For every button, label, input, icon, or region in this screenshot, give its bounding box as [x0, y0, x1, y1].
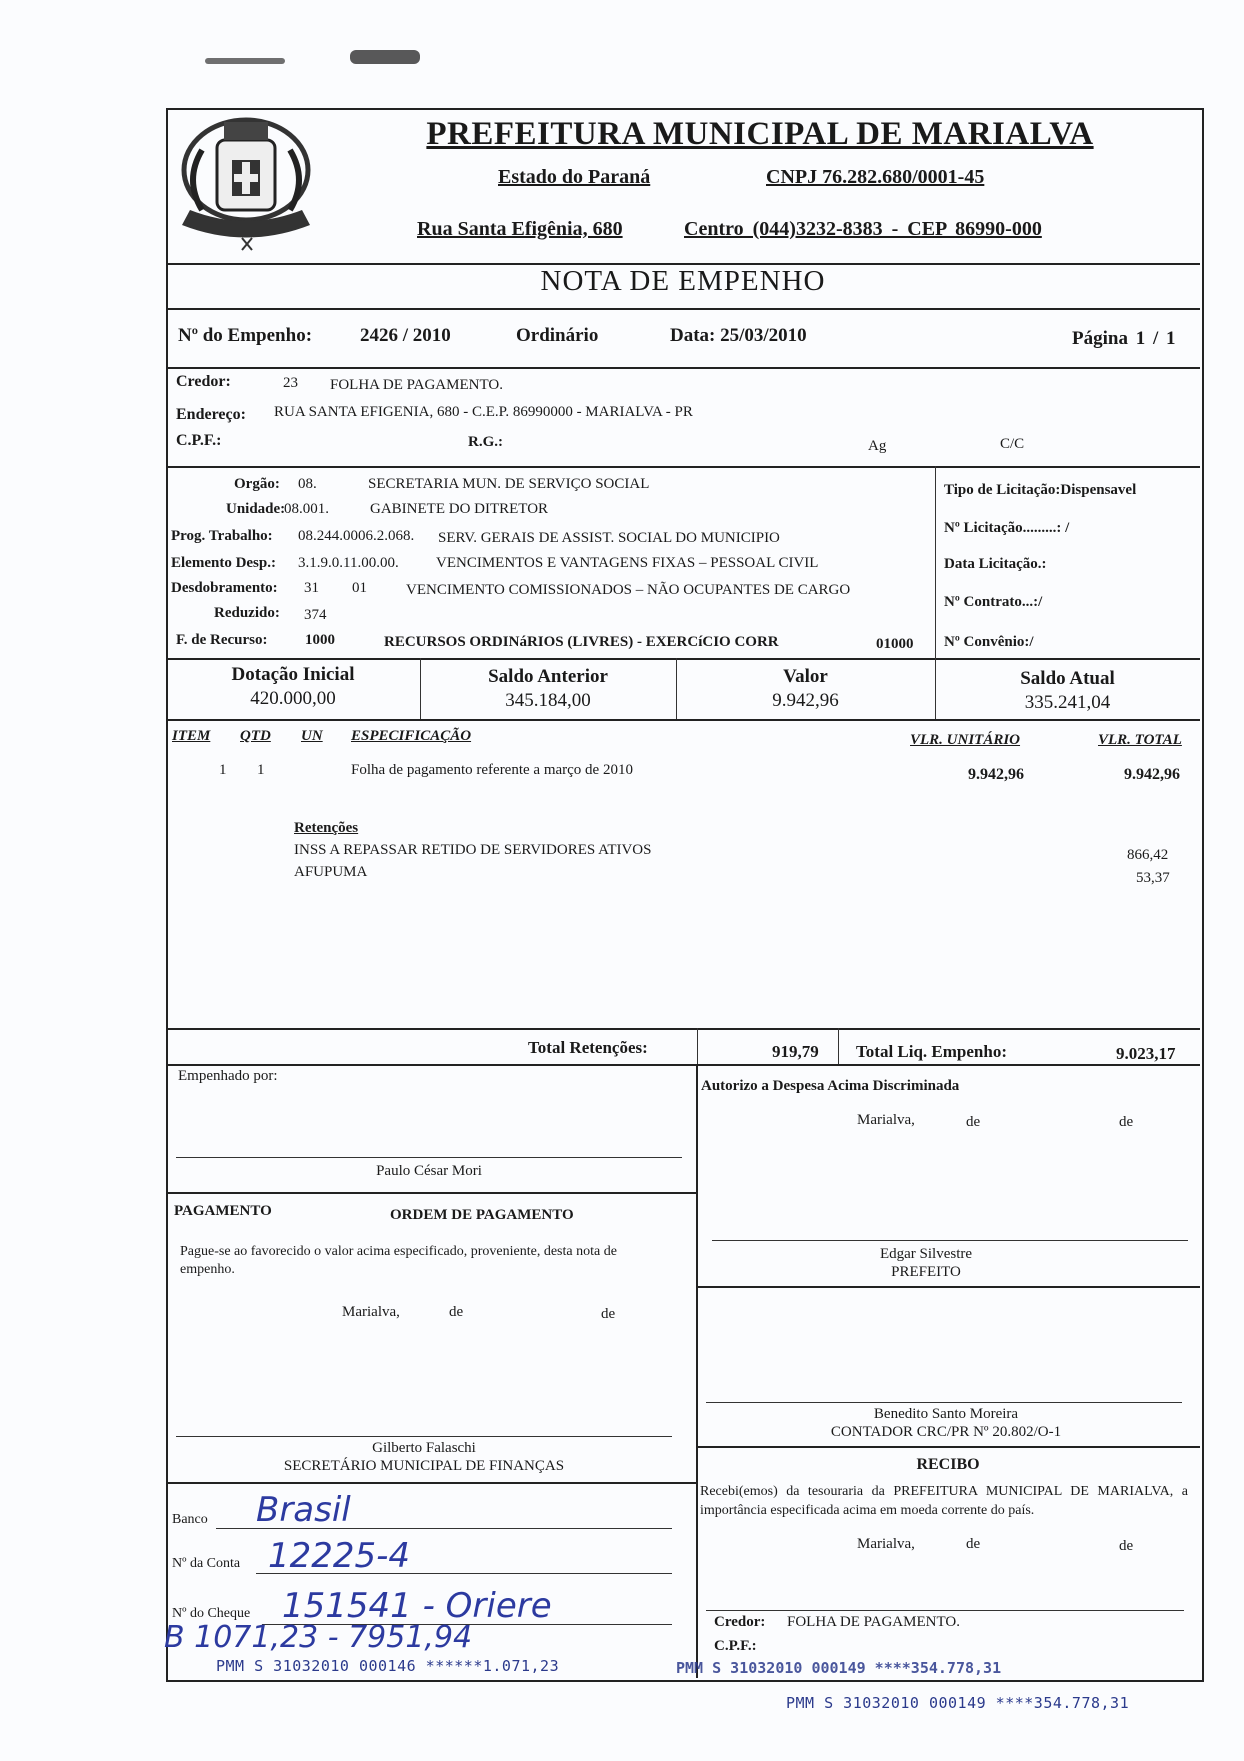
cheque-stamp: PMM S 31032010 000146 ******1.071,23 [216, 1657, 560, 1675]
autorizo-city: Marialva, [857, 1112, 915, 1128]
cheque-handwritten: 151541 - Oriere [282, 1586, 552, 1626]
prefeito-name: Edgar Silvestre [879, 1246, 973, 1262]
prog-code: 08.244.0006.2.068. [298, 528, 415, 544]
conta-label: Nº da Conta [172, 1556, 241, 1571]
orgao-label: Orgão: [234, 476, 280, 492]
empenho-type: Ordinário [516, 325, 599, 346]
scan-smudge [350, 50, 420, 64]
saldo-anterior-label: Saldo Anterior [488, 666, 608, 687]
total-retencoes-label: Total Retenções: [528, 1038, 648, 1057]
elemento-name: VENCIMENTOS E VANTAGENS FIXAS – PESSOAL CIVIL [436, 555, 819, 571]
credor-name: FOLHA DE PAGAMENTO. [330, 377, 503, 393]
recibo-de2: de [1119, 1538, 1134, 1554]
row-item: 1 [219, 762, 227, 778]
valor-label: Valor [783, 666, 828, 687]
empenho-number: 2426 / 2010 [360, 325, 451, 346]
reduzido-value: 374 [304, 607, 327, 623]
dotacao-label: Dotação Inicial [231, 664, 355, 685]
retencao-inss: INSS A REPASSAR RETIDO DE SERVIDORES ATIVOS [294, 842, 652, 858]
credor-code: 23 [283, 375, 298, 391]
recurso-code: 1000 [305, 632, 335, 648]
scan-smudge [205, 58, 285, 64]
page-number: Página 1 / 1 [1072, 328, 1176, 349]
pagamento-label: PAGAMENTO [174, 1203, 272, 1219]
tipo-licitacao: Tipo de Licitação:Dispensavel [944, 482, 1137, 498]
desdobramento-code1: 31 [304, 580, 319, 596]
pagamento-de1: de [449, 1304, 464, 1320]
cheque-label: Nº do Cheque [172, 1606, 251, 1621]
agency-label: Ag [868, 438, 887, 454]
pagamento-signer: Gilberto Falaschi [372, 1440, 476, 1456]
ordem-pagamento-label: ORDEM DE PAGAMENTO [390, 1207, 574, 1223]
unidade-code: 08.001. [284, 501, 329, 517]
pagamento-signer-role: SECRETÁRIO MUNICIPAL DE FINANÇAS [283, 1458, 565, 1474]
dotacao-value: 420.000,00 [250, 688, 336, 709]
row-qtd: 1 [257, 762, 265, 778]
elemento-code: 3.1.9.0.11.00.00. [298, 555, 399, 571]
account-label: C/C [1000, 436, 1025, 452]
numero-contrato: Nº Contrato...:/ [944, 594, 1043, 610]
endereco-label: Endereço: [176, 406, 246, 423]
col-total-header: VLR. TOTAL [1098, 732, 1182, 748]
cnpj-label: CNPJ 76.282.680/0001-45 [766, 166, 985, 188]
cpf-label: C.P.F.: [176, 432, 222, 449]
total-liquido-label: Total Liq. Empenho: [856, 1042, 1007, 1061]
cheque-extra-handwritten: B 1071,23 - 7951,94 [164, 1620, 473, 1655]
empenhado-label: Empenhado por: [178, 1068, 278, 1084]
banco-label: Banco [172, 1512, 208, 1527]
retencao-inss-value: 866,42 [1127, 847, 1169, 863]
col-unit-header: VLR. UNITÁRIO [910, 732, 1021, 748]
recibo-city: Marialva, [857, 1536, 915, 1552]
retencoes-heading: Retenções [294, 820, 359, 836]
pagamento-city: Marialva, [342, 1304, 400, 1320]
recibo-de1: de [966, 1536, 981, 1552]
recurso-label: F. de Recurso: [176, 632, 268, 648]
empenho-date: Data: 25/03/2010 [670, 325, 807, 346]
credor-address: RUA SANTA EFIGENIA, 680 - C.E.P. 86990000 - MARIALVA - PR [274, 404, 693, 420]
unidade-label: Unidade: [226, 501, 286, 517]
retencao-afupuma-value: 53,37 [1136, 870, 1170, 886]
numero-convenio: Nº Convênio:/ [944, 634, 1034, 650]
conta-handwritten: 12225-4 [268, 1536, 411, 1576]
empenho-number-label: Nº do Empenho: [178, 325, 313, 346]
row-description: Folha de pagamento referente a março de 2010 [351, 762, 633, 778]
rg-label: R.G.: [468, 434, 503, 450]
pagamento-text: Pague-se ao favorecido o valor acima especificado, proveniente, desta nota de empenho. [180, 1244, 617, 1277]
elemento-label: Elemento Desp.: [171, 555, 276, 571]
saldo-anterior-value: 345.184,00 [505, 690, 591, 711]
municipal-crest [172, 110, 320, 258]
orgao-code: 08. [298, 476, 317, 492]
prog-name: SERV. GERAIS DE ASSIST. SOCIAL DO MUNICIPIO [438, 530, 780, 546]
col-un-header: UN [301, 728, 323, 744]
state-label: Estado do Paraná [498, 166, 651, 188]
numero-licitacao: Nº Licitação.........: / [944, 520, 1070, 536]
contador-name: Benedito Santo Moreira [873, 1406, 1019, 1422]
recibo-stamp-overprint: PMM S 31032010 000149 ****354.778,31 [676, 1659, 1002, 1677]
recurso-num: 01000 [876, 636, 914, 652]
orgao-name: SECRETARIA MUN. DE SERVIÇO SOCIAL [368, 476, 650, 492]
recibo-cpf-label: C.P.F.: [714, 1638, 757, 1654]
valor-value: 9.942,96 [772, 690, 839, 711]
prog-label: Prog. Trabalho: [171, 528, 273, 544]
saldo-atual-value: 335.241,04 [1024, 692, 1111, 713]
recibo-text: Recebi(emos) da tesouraria da PREFEITURA MUNICIPAL DE MARIALVA, a importância especificada acima em moeda corrente do país. [700, 1484, 1188, 1518]
recurso-name: RECURSOS ORDINáRIOS (LIVRES) - EXERCíCIO CORR [384, 634, 779, 650]
row-total-value: 9.942,96 [1124, 766, 1180, 783]
prefeito-role: PREFEITO [891, 1264, 961, 1280]
desdobramento-label: Desdobramento: [171, 580, 278, 596]
total-liquido-value: 9.023,17 [1116, 1044, 1176, 1063]
desdobramento-name: VENCIMENTO COMISSIONADOS – NÃO OCUPANTES DE CARGO [406, 582, 851, 598]
autorizo-de1: de [966, 1114, 981, 1130]
document-title: NOTA DE EMPENHO [540, 265, 826, 297]
address-label: Rua Santa Efigênia, 680 [417, 218, 623, 240]
contact-label: Centro (044)3232-8383 - CEP 86990-000 [684, 218, 1042, 240]
row-unit-value: 9.942,96 [968, 766, 1024, 783]
recibo-credor-label: Credor: [714, 1614, 766, 1630]
desdobramento-code2: 01 [352, 580, 367, 596]
pagamento-de2: de [601, 1306, 616, 1322]
col-qtd-header: QTD [240, 728, 271, 744]
data-licitacao: Data Licitação.: [944, 556, 1047, 572]
recibo-credor-name: FOLHA DE PAGAMENTO. [787, 1614, 960, 1630]
recibo-stamp: PMM S 31032010 000149 ****354.778,31 [786, 1694, 1130, 1712]
recibo-title: RECIBO [916, 1456, 980, 1473]
col-espec-header: ESPECIFICAÇÃO [351, 728, 472, 744]
unidade-name: GABINETE DO DITRETOR [370, 501, 549, 517]
credor-label: Credor: [176, 373, 231, 390]
col-item-header: ITEM [172, 728, 211, 744]
banco-handwritten: Brasil [256, 1490, 351, 1530]
autorizo-title: Autorizo a Despesa Acima Discriminada [701, 1078, 960, 1094]
contador-role: CONTADOR CRC/PR Nº 20.802/O-1 [830, 1424, 1062, 1440]
reduzido-label: Reduzido: [214, 605, 280, 621]
retencao-afupuma: AFUPUMA [294, 864, 368, 880]
autorizo-de2: de [1119, 1114, 1134, 1130]
municipality-title: PREFEITURA MUNICIPAL DE MARIALVA [426, 116, 1094, 152]
empenhado-signer: Paulo César Mori [376, 1163, 482, 1179]
total-retencoes-value: 919,79 [772, 1042, 819, 1061]
saldo-atual-label: Saldo Atual [1020, 668, 1115, 689]
